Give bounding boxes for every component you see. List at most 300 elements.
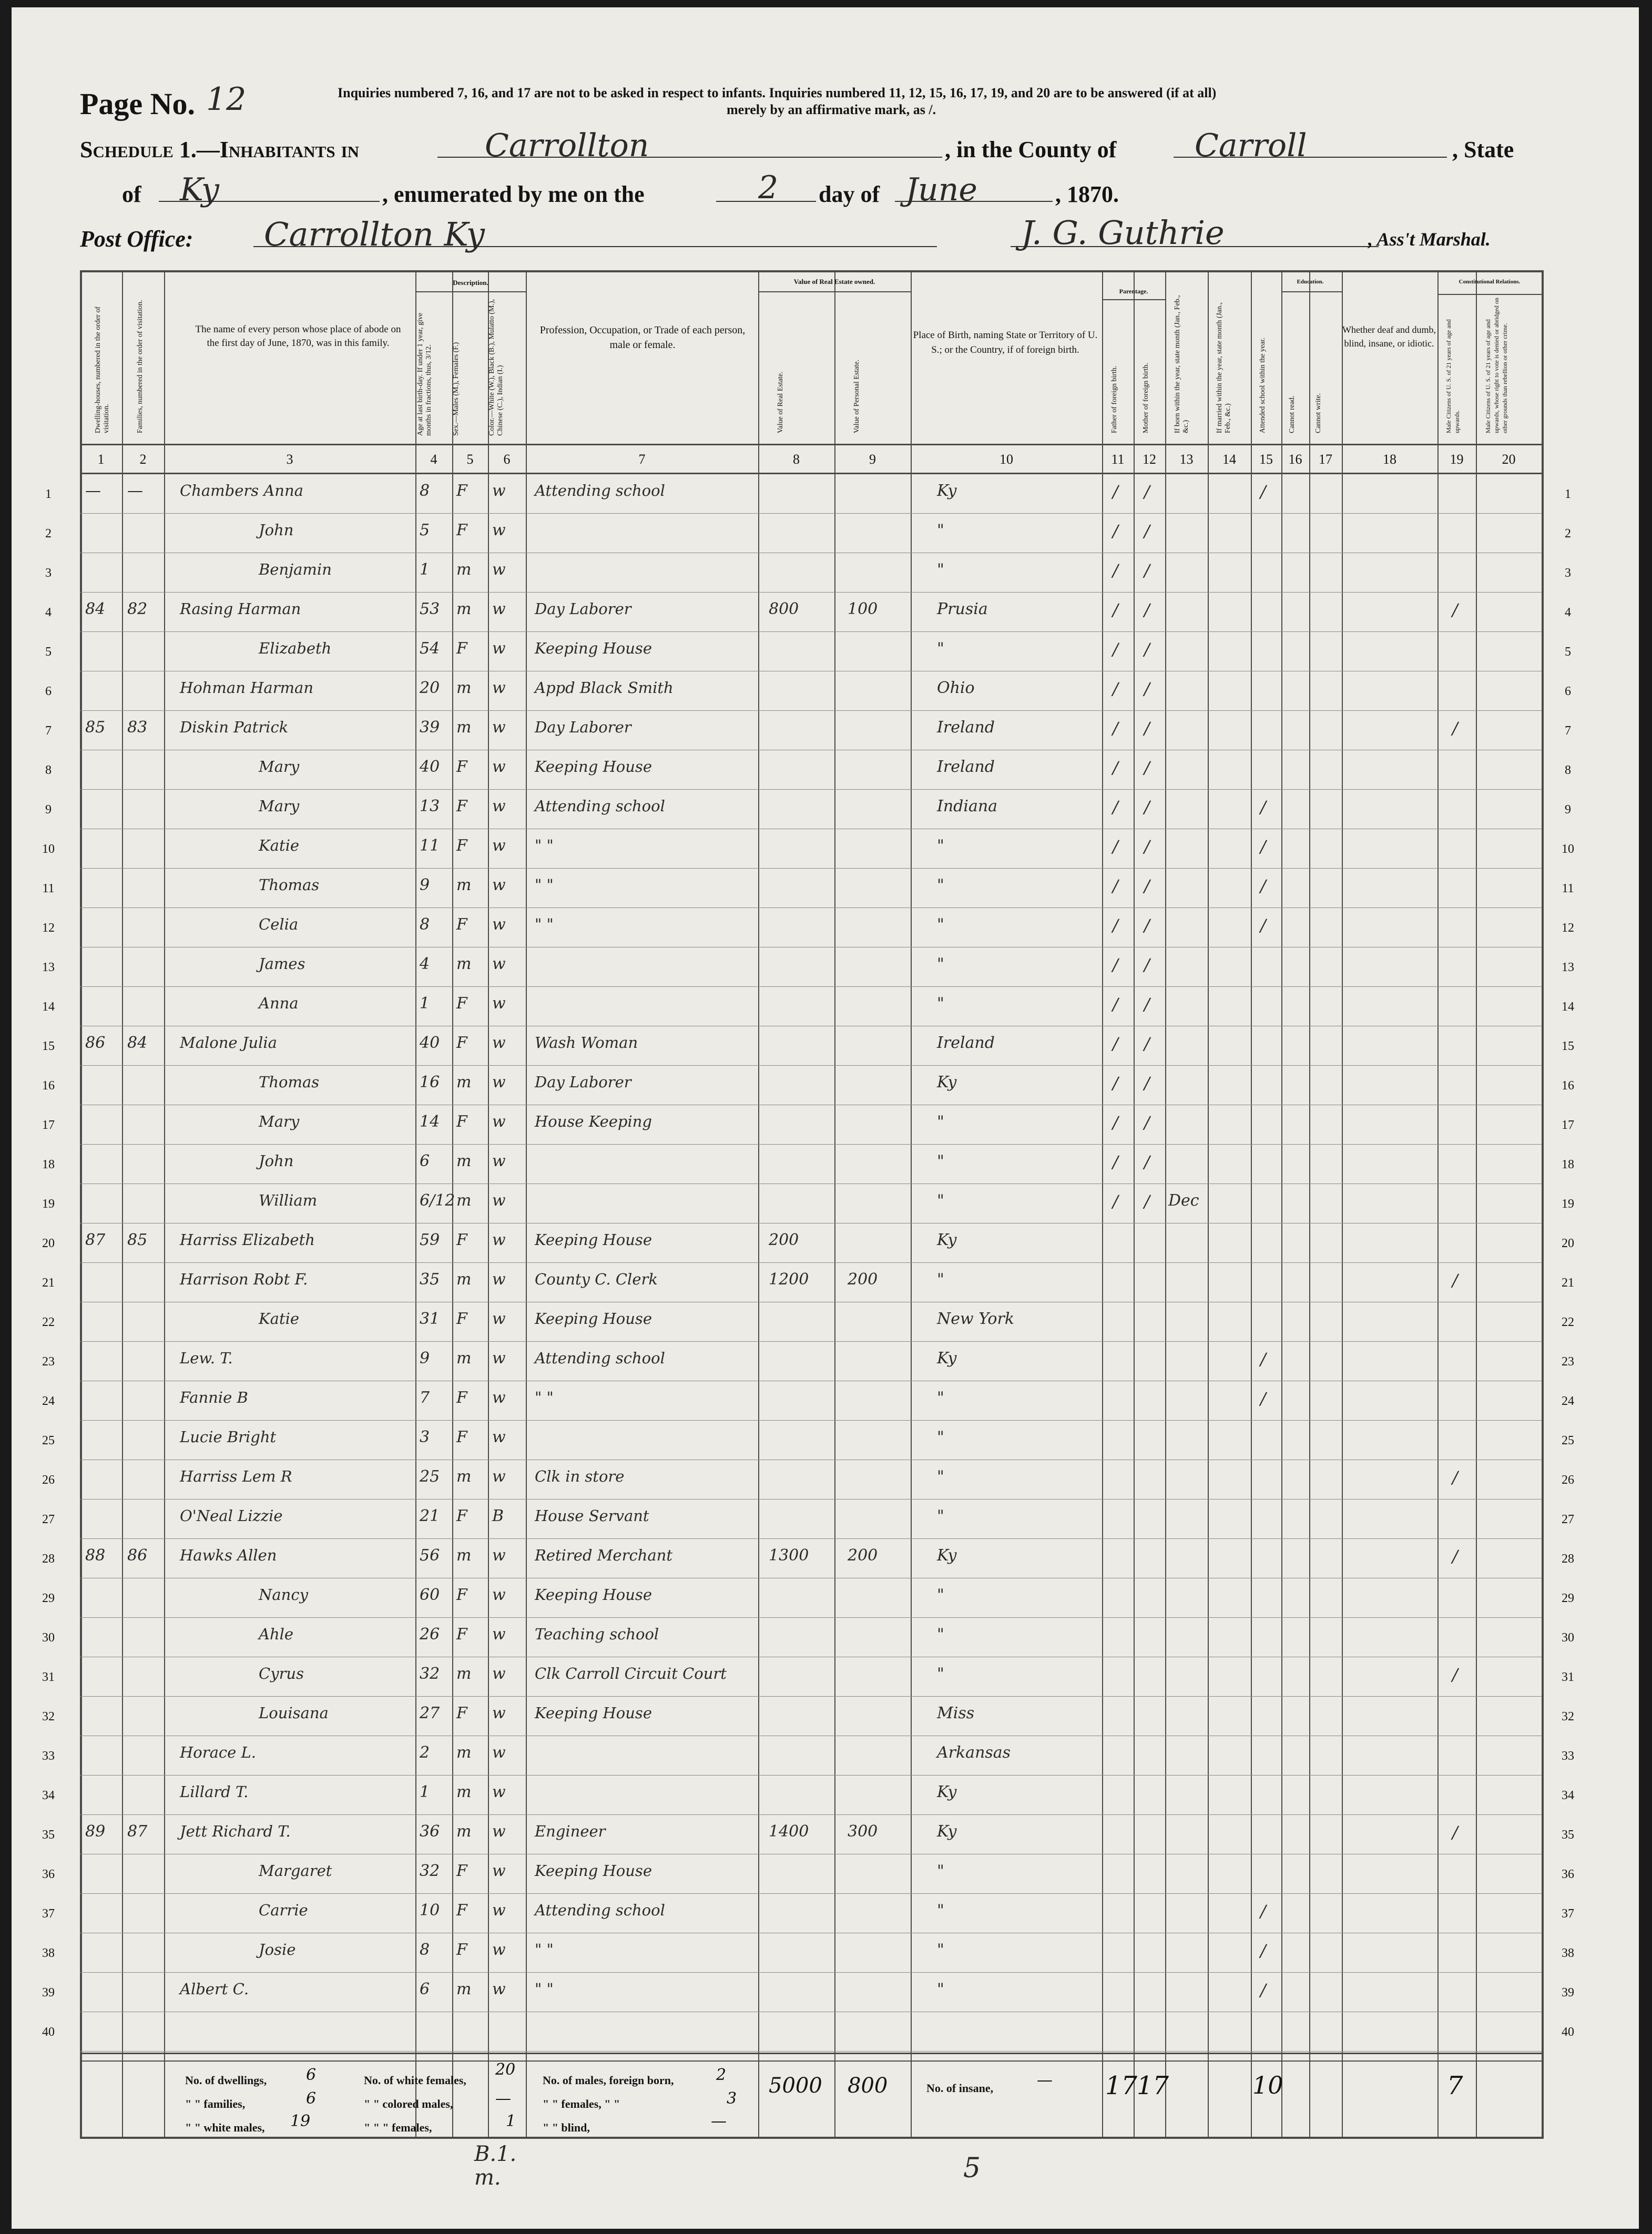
row-35-age: 36 xyxy=(420,1822,440,1841)
row-3-sex: m xyxy=(456,560,472,579)
row-21-birth: " xyxy=(937,1270,944,1289)
row-15-c11: / xyxy=(1113,1034,1118,1054)
row-18-age: 6 xyxy=(420,1152,430,1170)
row-11-c15: / xyxy=(1260,876,1266,896)
row-20-fam: 85 xyxy=(127,1231,148,1249)
row-15-name: Malone Julia xyxy=(180,1034,277,1052)
row-rule xyxy=(80,1893,1542,1894)
row-28-occ: Retired Merchant xyxy=(535,1546,672,1564)
row-6-c12: / xyxy=(1144,679,1150,699)
group-rule xyxy=(1281,291,1342,292)
row-6-sex: m xyxy=(456,679,472,697)
col-5-header: Sex.—Males (M.), Females (F.) xyxy=(452,342,460,436)
row-26-occ: Clk in store xyxy=(535,1467,625,1485)
row-number-right: 8 xyxy=(1565,763,1571,777)
row-number-right: 11 xyxy=(1562,882,1574,895)
row-16-c11: / xyxy=(1113,1073,1118,1093)
row-number-right: 13 xyxy=(1562,961,1574,974)
col-2-header: Families, numbered in the order of visitation. xyxy=(136,300,144,433)
row-number-right: 25 xyxy=(1562,1434,1574,1447)
column-rule xyxy=(415,270,416,2139)
row-39-color: w xyxy=(492,1980,506,1998)
total-attended-school: 10 xyxy=(1252,2071,1283,2099)
group-rule xyxy=(1437,294,1542,295)
row-2-name: John xyxy=(259,521,294,539)
row-number-right: 23 xyxy=(1562,1355,1574,1369)
row-number-left: 4 xyxy=(45,606,52,619)
row-number-right: 33 xyxy=(1562,1749,1574,1763)
row-5-name: Elizabeth xyxy=(259,639,332,657)
row-5-c11: / xyxy=(1113,639,1118,659)
row-number-right: 15 xyxy=(1562,1039,1574,1053)
bottom-note-2: m. xyxy=(474,2166,501,2190)
row-19-c11: / xyxy=(1113,1191,1118,1211)
row-number-right: 17 xyxy=(1562,1118,1574,1132)
row-16-birth: Ky xyxy=(937,1073,957,1092)
row-29-occ: Keeping House xyxy=(535,1586,652,1604)
row-14-c12: / xyxy=(1144,994,1150,1014)
row-18-sex: m xyxy=(456,1152,472,1170)
row-13-c12: / xyxy=(1144,955,1150,975)
row-8-c11: / xyxy=(1113,758,1118,778)
row-34-sex: m xyxy=(456,1783,472,1801)
row-11-c12: / xyxy=(1144,876,1150,896)
row-number-right: 2 xyxy=(1565,527,1571,540)
blind-value: — xyxy=(711,2112,727,2130)
row-number-left: 32 xyxy=(42,1710,55,1723)
row-37-sex: F xyxy=(456,1901,467,1920)
column-number: 14 xyxy=(1222,452,1236,467)
row-rule xyxy=(80,513,1542,514)
row-28-fam: 86 xyxy=(127,1546,148,1565)
row-37-color: w xyxy=(492,1901,506,1920)
row-8-color: w xyxy=(492,758,506,776)
col-9-header: Value of Personal Estate. xyxy=(853,360,861,433)
row-36-sex: F xyxy=(456,1862,467,1880)
row-23-color: w xyxy=(492,1349,506,1368)
row-7-dw: 85 xyxy=(85,718,106,737)
row-29-color: w xyxy=(492,1586,506,1604)
row-number-left: 8 xyxy=(45,763,52,777)
row-30-birth: " xyxy=(937,1625,944,1644)
families-value: 6 xyxy=(306,2089,317,2108)
row-28-re: 1300 xyxy=(769,1546,809,1565)
row-28-sex: m xyxy=(456,1546,472,1565)
row-28-birth: Ky xyxy=(937,1546,957,1565)
row-11-sex: m xyxy=(456,876,472,894)
row-number-right: 19 xyxy=(1562,1197,1574,1211)
row-17-sex: F xyxy=(456,1113,467,1131)
row-number-left: 21 xyxy=(42,1276,55,1290)
col-11-header: Father of foreign birth. xyxy=(1110,365,1118,433)
month-value: June xyxy=(905,171,977,208)
row-8-sex: F xyxy=(456,758,467,776)
row-37-c15: / xyxy=(1260,1901,1266,1921)
row-5-sex: F xyxy=(456,639,467,658)
total-personal-estate: 800 xyxy=(848,2074,888,2098)
row-32-sex: F xyxy=(456,1704,467,1722)
row-32-birth: Miss xyxy=(937,1704,975,1722)
row-rule xyxy=(80,907,1542,908)
row-number-right: 36 xyxy=(1562,1868,1574,1881)
column-rule xyxy=(1542,270,1544,2139)
row-rule xyxy=(80,1617,1542,1618)
col-12-header: Mother of foreign birth. xyxy=(1142,363,1150,433)
dwellings-value: 6 xyxy=(306,2066,317,2084)
row-33-birth: Arkansas xyxy=(937,1743,1011,1762)
row-number-left: 27 xyxy=(42,1513,55,1526)
row-9-name: Mary xyxy=(259,797,300,815)
column-number: 9 xyxy=(869,452,876,467)
dwellings-label: No. of dwellings, xyxy=(185,2074,267,2087)
row-11-age: 9 xyxy=(420,876,430,894)
row-number-left: 22 xyxy=(42,1315,55,1329)
row-5-age: 54 xyxy=(420,639,440,658)
row-13-sex: m xyxy=(456,955,472,973)
white-females-value: 20 xyxy=(495,2060,516,2079)
row-24-c15: / xyxy=(1260,1389,1266,1409)
row-rule xyxy=(80,1814,1542,1815)
row-5-color: w xyxy=(492,639,506,658)
row-17-age: 14 xyxy=(420,1113,440,1131)
row-35-occ: Engineer xyxy=(535,1822,606,1840)
row-35-dw: 89 xyxy=(85,1822,106,1841)
row-rule xyxy=(80,1262,1542,1263)
row-12-birth: " xyxy=(937,915,944,934)
inquiry-note-line-2: merely by an affirmative mark, as /. xyxy=(727,102,936,117)
row-number-right: 10 xyxy=(1562,842,1574,856)
row-2-c12: / xyxy=(1144,521,1150,541)
row-28-pe: 200 xyxy=(848,1546,878,1565)
col-17-header: Cannot write. xyxy=(1314,393,1322,433)
row-22-color: w xyxy=(492,1310,506,1328)
table-top-border xyxy=(80,270,1542,272)
row-1-c15: / xyxy=(1260,482,1266,502)
row-number-right: 4 xyxy=(1565,606,1571,619)
row-29-name: Nancy xyxy=(259,1586,308,1604)
col-16-header: Cannot read. xyxy=(1288,395,1296,433)
column-rule xyxy=(122,270,123,2139)
column-number: 16 xyxy=(1288,452,1302,467)
row-12-c15: / xyxy=(1260,915,1266,935)
row-number-right: 20 xyxy=(1562,1237,1574,1250)
column-rule xyxy=(164,270,165,2139)
row-35-re: 1400 xyxy=(769,1822,809,1841)
row-4-c19: / xyxy=(1452,600,1458,620)
row-18-name: John xyxy=(259,1152,294,1170)
description-group-header: Description. xyxy=(453,279,488,287)
row-16-age: 16 xyxy=(420,1073,440,1092)
county-value: Carroll xyxy=(1195,127,1307,164)
row-8-birth: Ireland xyxy=(937,758,995,776)
row-7-sex: m xyxy=(456,718,472,737)
row-15-occ: Wash Woman xyxy=(535,1034,638,1052)
row-number-left: 12 xyxy=(42,921,55,935)
marshal-signature: J. G. Guthrie xyxy=(1021,213,1225,252)
value-group-header: Value of Real Estate owned. xyxy=(793,278,875,285)
row-31-c19: / xyxy=(1452,1665,1458,1685)
row-6-name: Hohman Harman xyxy=(180,679,314,697)
row-26-age: 25 xyxy=(420,1467,440,1486)
constitutional-group-header: Constitutional Relations. xyxy=(1459,279,1521,285)
row-6-occ: Appd Black Smith xyxy=(535,679,674,697)
row-32-name: Louisana xyxy=(259,1704,329,1722)
row-9-c12: / xyxy=(1144,797,1150,817)
column-rule xyxy=(526,270,527,2139)
row-9-sex: F xyxy=(456,797,467,815)
row-12-c12: / xyxy=(1144,915,1150,935)
page-no-value: 12 xyxy=(206,81,247,118)
county-label: , in the County of xyxy=(945,137,1117,162)
row-37-name: Carrie xyxy=(259,1901,308,1919)
row-31-age: 32 xyxy=(420,1665,440,1683)
row-1-c11: / xyxy=(1113,482,1118,502)
row-29-sex: F xyxy=(456,1586,467,1604)
row-9-c11: / xyxy=(1113,797,1118,817)
row-number-left: 38 xyxy=(42,1946,55,1960)
column-rule xyxy=(1165,270,1166,2139)
column-rule xyxy=(488,270,489,2139)
row-number-left: 28 xyxy=(42,1552,55,1566)
row-27-name: O'Neal Lizzie xyxy=(180,1507,283,1525)
row-number-left: 20 xyxy=(42,1237,55,1250)
schedule-label: Schedule 1.—Inhabitants in xyxy=(80,137,360,162)
year-label: , 1870. xyxy=(1055,181,1119,207)
col-6-header: Color.—White (W.), Black (B.), Mulatto (M.), Chinese (C.), Indian (I.) xyxy=(488,299,504,436)
row-38-age: 8 xyxy=(420,1941,430,1959)
row-4-birth: Prusia xyxy=(937,600,988,618)
row-25-color: w xyxy=(492,1428,506,1446)
marshal-label: , Ass't Marshal. xyxy=(1368,229,1491,250)
col-14-header: If married within the year, state month (Jan., Feb., &c.) xyxy=(1216,302,1232,433)
row-7-birth: Ireland xyxy=(937,718,995,737)
row-18-color: w xyxy=(492,1152,506,1170)
row-39-sex: m xyxy=(456,1980,472,1998)
column-number: 6 xyxy=(503,452,511,467)
row-14-name: Anna xyxy=(259,994,299,1012)
row-28-c19: / xyxy=(1452,1546,1458,1566)
row-30-color: w xyxy=(492,1625,506,1644)
parentage-group-header: Parentage. xyxy=(1119,288,1148,295)
total-father-foreign: 17 xyxy=(1105,2071,1138,2100)
row-20-occ: Keeping House xyxy=(535,1231,652,1249)
row-4-name: Rasing Harman xyxy=(180,600,301,618)
row-18-c11: / xyxy=(1113,1152,1118,1172)
row-28-dw: 88 xyxy=(85,1546,106,1565)
row-number-left: 25 xyxy=(42,1434,55,1447)
row-number-right: 37 xyxy=(1562,1907,1574,1921)
row-number-right: 14 xyxy=(1562,1000,1574,1014)
row-15-fam: 84 xyxy=(127,1034,148,1052)
row-19-sex: m xyxy=(456,1191,472,1210)
row-2-sex: F xyxy=(456,521,467,539)
row-number-right: 31 xyxy=(1562,1670,1574,1684)
row-20-age: 59 xyxy=(420,1231,440,1249)
row-23-sex: m xyxy=(456,1349,472,1368)
row-number-right: 24 xyxy=(1562,1394,1574,1408)
row-22-sex: F xyxy=(456,1310,467,1328)
row-35-fam: 87 xyxy=(127,1822,148,1841)
row-7-name: Diskin Patrick xyxy=(180,718,289,736)
row-16-color: w xyxy=(492,1073,506,1092)
row-17-occ: House Keeping xyxy=(535,1113,652,1130)
of-label: of xyxy=(122,181,141,207)
row-34-birth: Ky xyxy=(937,1783,957,1801)
row-10-color: w xyxy=(492,837,506,855)
row-14-sex: F xyxy=(456,994,467,1013)
row-26-sex: m xyxy=(456,1467,472,1486)
row-15-age: 40 xyxy=(420,1034,440,1052)
group-rule xyxy=(758,291,911,292)
row-28-age: 56 xyxy=(420,1546,440,1565)
row-13-birth: " xyxy=(937,955,944,973)
row-11-name: Thomas xyxy=(259,876,320,894)
row-8-c12: / xyxy=(1144,758,1150,778)
place-value: Carrollton xyxy=(485,127,649,164)
post-office-label: Post Office: xyxy=(80,226,193,252)
row-19-birth: " xyxy=(937,1191,944,1210)
blind-label: " " blind, xyxy=(543,2121,590,2134)
row-23-age: 9 xyxy=(420,1349,430,1368)
row-8-age: 40 xyxy=(420,758,440,776)
colnum-bottom-border xyxy=(80,473,1542,474)
row-number-right: 30 xyxy=(1562,1631,1574,1645)
row-35-pe: 300 xyxy=(848,1822,878,1841)
total-mother-foreign: 17 xyxy=(1137,2071,1169,2100)
row-21-age: 35 xyxy=(420,1270,440,1289)
row-31-name: Cyrus xyxy=(259,1665,304,1682)
row-number-left: 7 xyxy=(45,724,52,738)
education-group-header: Education. xyxy=(1297,279,1324,285)
row-32-age: 27 xyxy=(420,1704,440,1722)
row-31-color: w xyxy=(492,1665,506,1683)
row-7-c12: / xyxy=(1144,718,1150,738)
column-rule xyxy=(911,270,912,2139)
row-36-name: Margaret xyxy=(259,1862,332,1880)
col-19-header: Male Citizens of U. S. of 21 years of age and upwards. xyxy=(1445,319,1461,433)
row-3-color: w xyxy=(492,560,506,579)
column-number: 19 xyxy=(1450,452,1464,467)
row-39-occ: " " xyxy=(535,1980,554,1998)
column-number: 7 xyxy=(638,452,646,467)
white-males-label: " " white males, xyxy=(185,2121,265,2134)
column-number: 20 xyxy=(1502,452,1516,467)
row-9-occ: Attending school xyxy=(535,797,665,815)
row-33-sex: m xyxy=(456,1743,472,1762)
row-27-birth: " xyxy=(937,1507,944,1525)
summary-top-border xyxy=(80,2060,1542,2062)
row-10-name: Katie xyxy=(259,837,300,854)
column-number: 1 xyxy=(97,452,105,467)
row-14-birth: " xyxy=(937,994,944,1013)
row-38-sex: F xyxy=(456,1941,467,1959)
row-number-right: 16 xyxy=(1562,1079,1574,1093)
row-38-name: Josie xyxy=(259,1941,296,1958)
row-21-re: 1200 xyxy=(769,1270,809,1289)
row-rule xyxy=(80,1775,1542,1776)
row-33-name: Horace L. xyxy=(180,1743,256,1761)
state-label: , State xyxy=(1452,137,1514,162)
row-31-birth: " xyxy=(937,1665,944,1683)
row-23-occ: Attending school xyxy=(535,1349,665,1367)
row-29-age: 60 xyxy=(420,1586,440,1604)
col-18-header: Whether deaf and dumb, blind, insane, or idiotic. xyxy=(1342,324,1436,349)
colored-males-label: " " colored males, xyxy=(364,2097,453,2110)
row-17-name: Mary xyxy=(259,1113,300,1130)
row-39-name: Albert C. xyxy=(180,1980,249,1998)
row-33-color: w xyxy=(492,1743,506,1762)
column-rule xyxy=(1208,270,1209,2139)
row-number-left: 10 xyxy=(42,842,55,856)
row-number-left: 40 xyxy=(42,2025,55,2039)
row-number-right: 6 xyxy=(1565,685,1571,698)
row-24-birth: " xyxy=(937,1389,944,1407)
bottom-page-mark: 5 xyxy=(963,2153,981,2184)
row-19-c13: Dec xyxy=(1168,1191,1199,1210)
row-22-occ: Keeping House xyxy=(535,1310,652,1328)
row-9-c15: / xyxy=(1260,797,1266,817)
row-21-occ: County C. Clerk xyxy=(535,1270,658,1288)
row-2-c11: / xyxy=(1113,521,1118,541)
row-rule xyxy=(80,631,1542,632)
row-20-re: 200 xyxy=(769,1231,799,1249)
row-number-left: 2 xyxy=(45,527,52,540)
row-number-right: 26 xyxy=(1562,1473,1574,1487)
row-number-left: 29 xyxy=(42,1592,55,1605)
column-rule xyxy=(1309,270,1310,2139)
row-17-color: w xyxy=(492,1113,506,1131)
row-17-c11: / xyxy=(1113,1113,1118,1133)
row-4-fam: 82 xyxy=(127,600,148,618)
row-number-left: 6 xyxy=(45,685,52,698)
row-19-age: 6/12 xyxy=(420,1191,455,1210)
day-of-label: day of xyxy=(819,181,880,207)
row-21-color: w xyxy=(492,1270,506,1289)
row-1-color: w xyxy=(492,482,506,500)
row-12-age: 8 xyxy=(420,915,430,934)
col-8-header: Value of Real Estate. xyxy=(777,371,784,433)
row-31-sex: m xyxy=(456,1665,472,1683)
column-number: 18 xyxy=(1383,452,1396,467)
row-1-dw: — xyxy=(85,482,101,500)
row-22-age: 31 xyxy=(420,1310,440,1328)
inquiry-note: Inquiries numbered 7, 16, and 17 are not to be asked in respect to infants. Inquiries numbered 11, 12, 15, 16, 17, 19, and 20 are to be answered (if at all) xyxy=(338,85,1217,100)
row-number-left: 39 xyxy=(42,1986,55,2000)
row-10-sex: F xyxy=(456,837,467,855)
row-number-right: 32 xyxy=(1562,1710,1574,1723)
row-10-occ: " " xyxy=(535,837,554,854)
row-35-name: Jett Richard T. xyxy=(180,1822,291,1840)
row-number-right: 9 xyxy=(1565,803,1571,817)
column-number: 12 xyxy=(1143,452,1156,467)
row-9-color: w xyxy=(492,797,506,815)
row-rule xyxy=(80,710,1542,711)
row-17-c12: / xyxy=(1144,1113,1150,1133)
row-20-name: Harriss Elizabeth xyxy=(180,1231,315,1249)
row-4-c12: / xyxy=(1144,600,1150,620)
row-3-c12: / xyxy=(1144,560,1150,580)
row-number-right: 29 xyxy=(1562,1592,1574,1605)
row-21-name: Harrison Robt F. xyxy=(180,1270,308,1288)
white-males-value: 19 xyxy=(290,2112,311,2130)
state-value: Ky xyxy=(180,171,219,208)
row-rule xyxy=(80,592,1542,593)
col-20-header: Male Citizens of U. S. of 21 years of age and upwards, whose right to vote is denied or abridged on other grounds than rebellion or other crime. xyxy=(1484,298,1508,433)
row-26-birth: " xyxy=(937,1467,944,1486)
row-27-color: B xyxy=(492,1507,504,1525)
row-17-birth: " xyxy=(937,1113,944,1131)
row-33-age: 2 xyxy=(420,1743,430,1762)
